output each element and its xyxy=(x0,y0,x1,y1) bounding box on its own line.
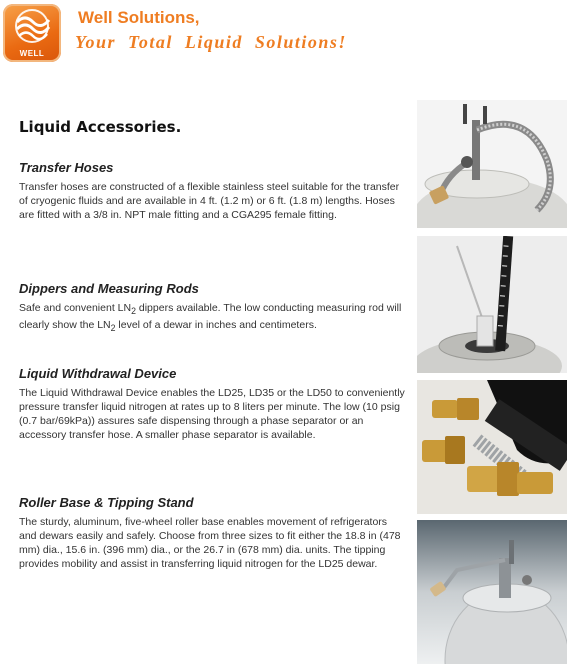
section-heading: Dippers and Measuring Rods xyxy=(19,281,199,296)
section-heading: Liquid Withdrawal Device xyxy=(19,366,177,381)
body-text: Safe and convenient LN xyxy=(19,302,132,314)
section-heading: Transfer Hoses xyxy=(19,160,114,175)
roller-base-photo xyxy=(417,520,567,664)
section-body xyxy=(19,301,407,335)
section-liquid-withdrawal xyxy=(19,366,407,442)
body-text: dippers available. The low conducting measuring rod will clearly show the LN xyxy=(19,302,402,332)
section-body: The Liquid Withdrawal Device enables the LD25, LD35 or the LD50 to conveniently pressure transfer liquid nitrogen at rates up to 8 liters per minute. The low (10 psig (0.7 bar/69kPa)) assures safe dispensing through a phase separator or an accessory transfer hose. A smaller phase separator is available. xyxy=(19,387,405,441)
brand-name: Well Solutions, xyxy=(78,8,200,27)
wave-logo-icon xyxy=(9,8,55,44)
section-dippers xyxy=(19,281,407,335)
section-roller-base xyxy=(19,495,407,571)
tagline: Your Total Liquid Solutions! xyxy=(75,32,347,52)
section-transfer-hoses xyxy=(19,160,407,222)
logo-text: WELL xyxy=(19,49,45,58)
body-text: level of a dewar in inches and centimeters. xyxy=(115,319,317,332)
transfer-hose-photo xyxy=(417,100,567,228)
measuring-rod-photo xyxy=(417,236,567,373)
section-heading: Roller Base & Tipping Stand xyxy=(19,495,194,510)
fittings-photo xyxy=(417,380,567,514)
page-title: Liquid Accessories. xyxy=(19,118,182,136)
subscript: 2 xyxy=(131,306,136,317)
company-logo xyxy=(3,4,61,62)
section-body: The sturdy, aluminum, five-wheel roller base enables movement of refrigerators and dewars easily and safely. Choose from three sizes to fit either the 18.8 in (478 mm) dia., 15.6 in. (396 mm) dia., or the 26.7 in (678 mm) dia. units. The tipping provides mobility and assist in transferring liquid nitrogen for the LD25 dewar. xyxy=(19,516,401,570)
subscript: 2 xyxy=(110,323,116,334)
section-body: Transfer hoses are constructed of a flexible stainless steel suitable for the transfer of cryogenic fluids and are available in 4 ft. (1.2 m) or 6 ft. (1.8 m) lengths. Hoses are fitted with a 3/8 in. NPT male fitting and a CGA295 female fitting. xyxy=(19,181,400,221)
